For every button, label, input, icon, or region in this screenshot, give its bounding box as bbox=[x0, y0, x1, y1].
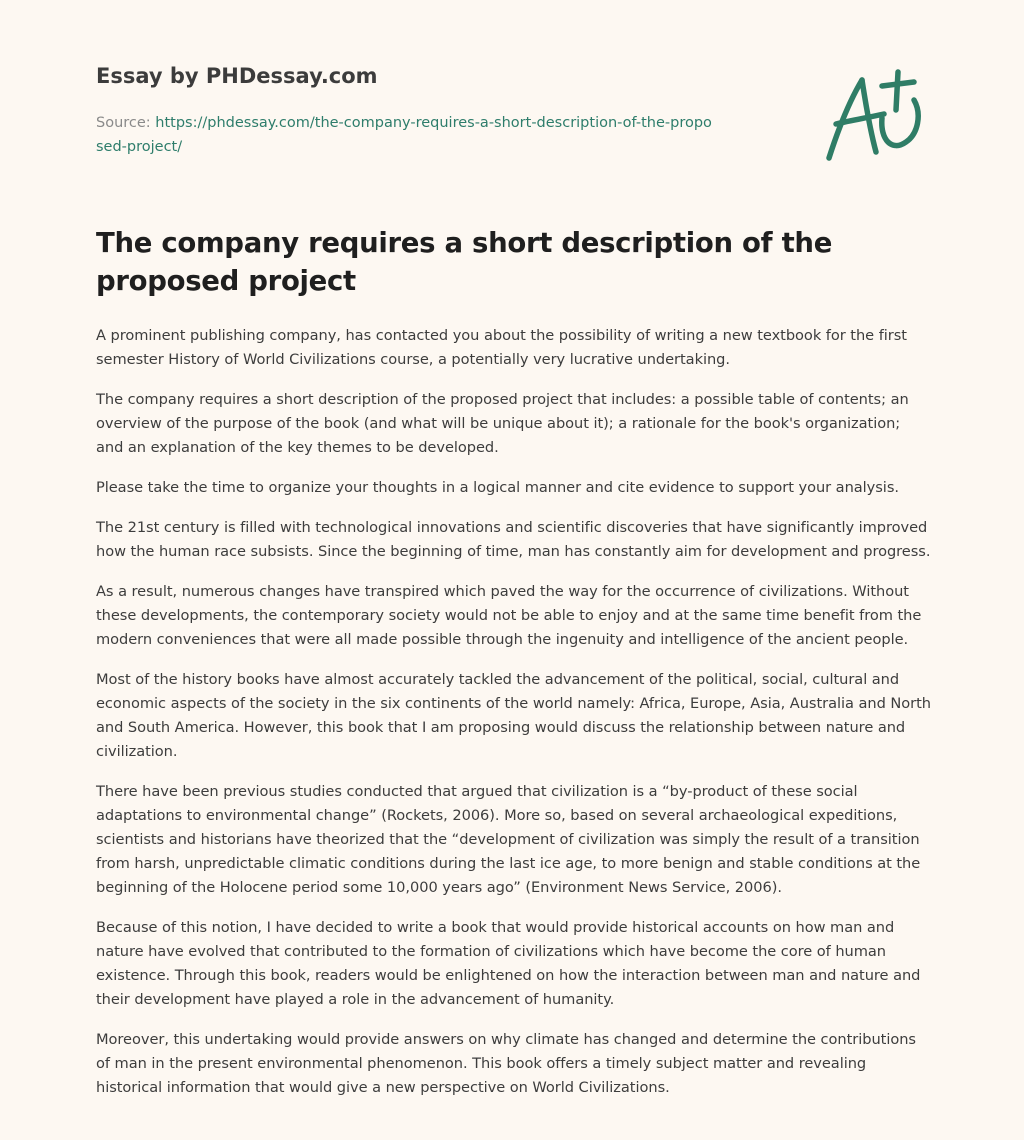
paragraph: Please take the time to organize your thoughts in a logical manner and cite evidence to support your analysis. bbox=[96, 479, 899, 496]
paragraph: The 21st century is filled with technological innovations and scientific discoveries that have significantly improved how the human race subsists. Since the beginning of time, man has constantly aim for development and progress. bbox=[96, 519, 931, 560]
paragraph: There have been previous studies conducted that argued that civilization is a “by-product of these social adaptations to environmental change” (Rockets, 2006). More so, based on several archaeological expeditions, scientists and historians have theorized that the “development of civilization was simply the result of a transition from harsh, unpredictable climatic conditions during the last ice age, to more benign and stable conditions at the beginning of the Holocene period some 10,000 years ago” (Environment News Service, 2006). bbox=[96, 783, 921, 896]
source-link[interactable]: https://phdessay.com/the-company-requires-a-short-description-of-the-proposed-project/ bbox=[96, 115, 712, 155]
source-line bbox=[96, 111, 716, 159]
paragraph: Most of the history books have almost accurately tackled the advancement of the political, social, cultural and economic aspects of the society in the six continents of the world namely: Africa, Europe, Asia, Australia and North and South America. However, this book that I am proposing would discuss the relationship between nature and civilization. bbox=[96, 671, 931, 760]
article-title: The company requires a short description of the proposed project bbox=[96, 227, 833, 297]
paragraph: As a result, numerous changes have transpired which paved the way for the occurrence of civilizations. Without these developments, the contemporary society would not be able to enjoy and at the same time benefit from the modern conveniences that were all made possible through the ingenuity and intelligence of the ancient people. bbox=[96, 583, 922, 648]
article-body bbox=[96, 324, 932, 1116]
a-plus-grade-icon bbox=[820, 68, 930, 168]
paragraph: A prominent publishing company, has contacted you about the possibility of writing a new textbook for the first semester History of World Civilizations course, a potentially very lucrative undertaking. bbox=[96, 327, 907, 368]
paragraph: Moreover, this undertaking would provide answers on why climate has changed and determine the contributions of man in the present environmental phenomenon. This book offers a timely subject matter and revealing historical information that would give a new perspective on World Civilizations. bbox=[96, 1031, 916, 1096]
paragraph: The company requires a short description of the proposed project that includes: a possible table of contents; an overview of the purpose of the book (and what will be unique about it); a rationale for the book's organization; and an explanation of the key themes to be developed. bbox=[96, 391, 909, 456]
site-brand: Essay by PHDessay.com bbox=[96, 64, 378, 88]
source-label: Source: bbox=[96, 115, 156, 131]
paragraph: Because of this notion, I have decided to write a book that would provide historical accounts on how man and nature have evolved that contributed to the formation of civilizations which have become the core of human existence. Through this book, readers would be enlightened on how the interaction between man and nature and their development have played a role in the advancement of humanity. bbox=[96, 919, 921, 1008]
